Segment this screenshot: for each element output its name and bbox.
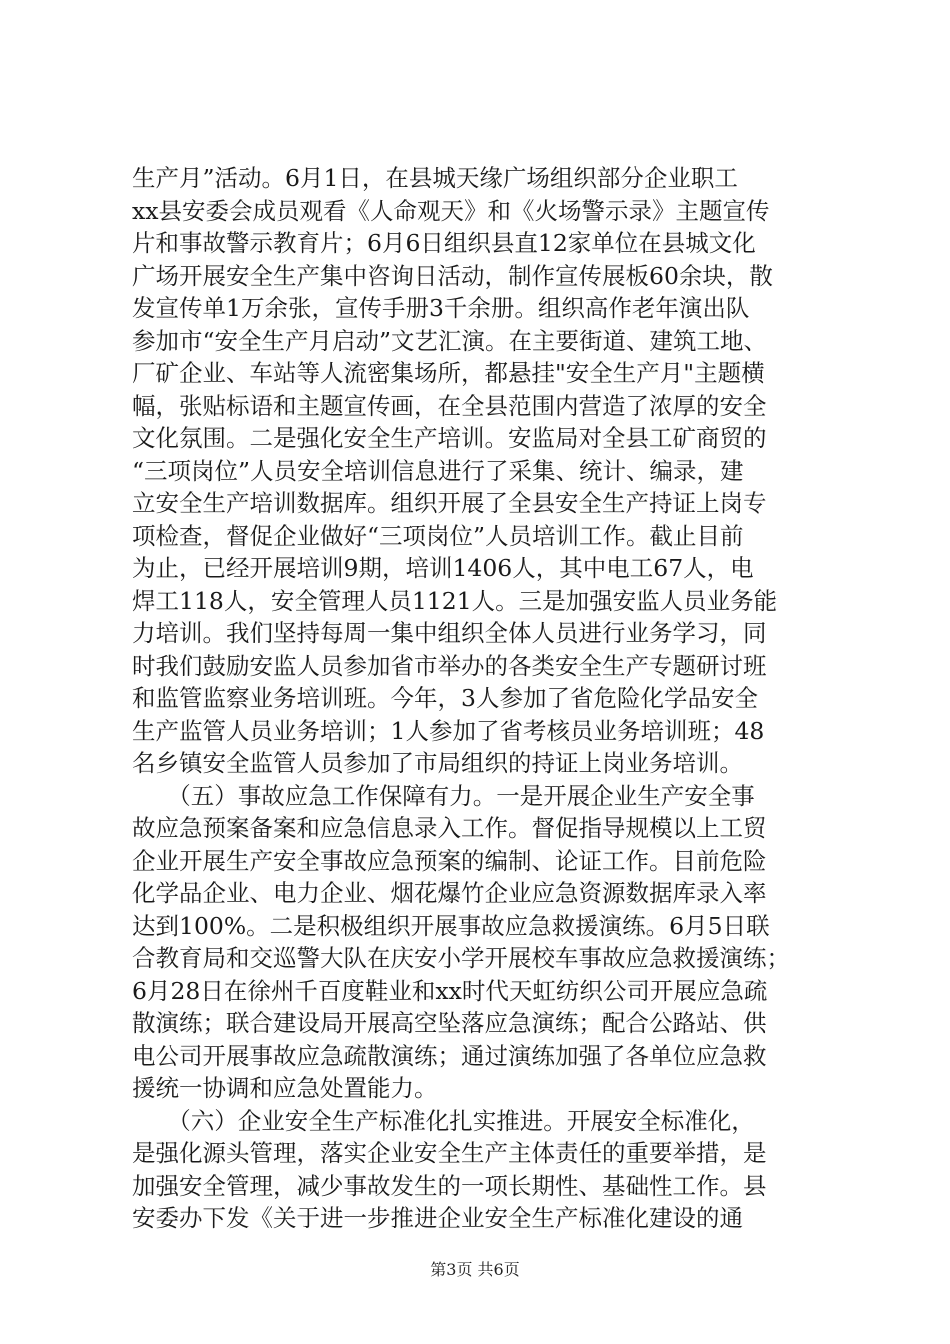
text-line: 片和事故警示教育片；6月6日组织县直12家单位在县城文化	[132, 229, 756, 257]
text-line: 散演练；联合建设局开展高空坠落应急演练；配合公路站、供	[132, 1009, 767, 1037]
text-line: 发宣传单1万余张，宣传手册3千余册。组织高作老年演出队	[132, 294, 750, 322]
text-line: 企业开展生产安全事故应急预案的编制、论证工作。目前危险	[132, 846, 767, 875]
text-line: 力培训。我们坚持每周一集中组织全体人员进行业务学习，同	[132, 619, 767, 647]
text-line: 是强化源头管理，落实企业安全生产主体责任的重要举措，是	[132, 1139, 767, 1167]
text-line: 合教育局和交巡警大队在庆安小学开展校车事故应急救援演练；	[132, 944, 790, 972]
text-line: 加强安全管理，减少事故发生的一项长期性、基础性工作。县	[132, 1171, 767, 1200]
text-line: 立安全生产培训数据库。组织开展了全县安全生产持证上岗专	[132, 489, 767, 517]
text-line: 6月28日在徐州千百度鞋业和xx时代天虹纺织公司开展应急疏	[132, 976, 768, 1005]
text-line: 名乡镇安全监管人员参加了市局组织的持证上岗业务培训。	[132, 749, 743, 777]
text-line: “三项岗位”人员安全培训信息进行了采集、统计、编录，建	[132, 456, 744, 485]
text-line: 达到100%。二是积极组织开展事故应急救援演练。6月5日联	[132, 911, 770, 940]
text-line: 电公司开展事故应急疏散演练；通过演练加强了各单位应急救	[132, 1041, 767, 1070]
text-line: 焊工118人，安全管理人员1121人。三是加强安监人员业务能	[132, 586, 778, 615]
text-line: 幅，张贴标语和主题宣传画，在全县范围内营造了浓厚的安全	[132, 391, 767, 420]
text-line: 安委办下发《关于进一步推进企业安全生产标准化建设的通	[132, 1204, 743, 1232]
text-line: （六）企业安全生产标准化扎实推进。开展安全标准化，	[132, 1106, 755, 1135]
text-line: 和监管监察业务培训班。今年，3人参加了省危险化学品安全	[132, 684, 758, 712]
text-line: 项检查，督促企业做好“三项岗位”人员培训工作。截止目前	[132, 521, 744, 550]
text-line: 化学品企业、电力企业、烟花爆竹企业应急资源数据库录入率	[132, 879, 767, 907]
text-line: 参加市“安全生产月启动”文艺汇演。在主要街道、建筑工地、	[132, 326, 768, 355]
text-line: 厂矿企业、车站等人流密集场所，都悬挂"安全生产月"主题横	[132, 359, 765, 387]
text-line: 文化氛围。二是强化安全生产培训。安监局对全县工矿商贸的	[132, 424, 767, 452]
text-line: （五）事故应急工作保障有力。一是开展企业生产安全事	[132, 781, 755, 810]
text-line: 援统一协调和应急处置能力。	[132, 1074, 438, 1102]
text-line: 为止，已经开展培训9期，培训1406人，其中电工67人，电	[132, 554, 754, 582]
document-body	[132, 162, 832, 1235]
text-line: 生产月”活动。6月1日，在县城天缘广场组织部分企业职工	[132, 164, 738, 192]
text-line: 故应急预案备案和应急信息录入工作。督促指导规模以上工贸	[132, 814, 767, 842]
text-line: 生产监管人员业务培训；1人参加了省考核员业务培训班；48	[132, 716, 765, 745]
page-number-footer: 第3页 共6页	[430, 1260, 520, 1279]
text-line: 时我们鼓励安监人员参加省市举办的各类安全生产专题研讨班	[132, 651, 767, 680]
text-line: xx县安委会成员观看《人命观天》和《火场警示录》主题宣传	[132, 196, 770, 225]
text-line: 广场开展安全生产集中咨询日活动，制作宣传展板60余块，散	[132, 261, 773, 290]
